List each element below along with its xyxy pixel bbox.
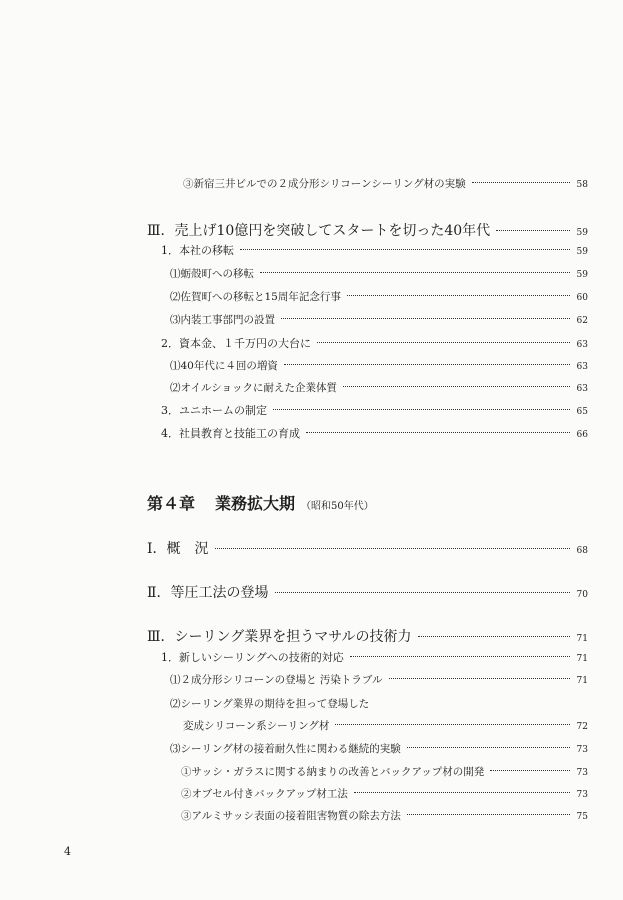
toc-entry <box>161 402 588 418</box>
dot-leader <box>350 656 570 657</box>
toc-entry-title: ⑵佐賀町への移転と15周年記念行事 <box>170 291 341 303</box>
toc-section-page: 68 <box>576 546 588 556</box>
toc-entry <box>170 312 588 327</box>
chapter-title: 業務拡大期 <box>215 494 296 513</box>
toc-section-page: 59 <box>576 228 588 238</box>
toc-entry-page: 59 <box>576 270 588 280</box>
toc-entry-page: 65 <box>576 407 588 417</box>
toc-entry-title: 1．本社の移転 <box>161 244 234 257</box>
toc-entry <box>170 358 588 373</box>
toc-section <box>147 538 588 558</box>
dot-leader <box>496 230 570 231</box>
toc-entry <box>183 718 588 733</box>
toc-section <box>147 626 588 646</box>
toc-section-title: Ⅰ．概 況 <box>147 541 209 557</box>
dot-leader <box>275 592 570 593</box>
toc-entry-title: 変成シリコーン系シーリング材 <box>183 720 330 732</box>
dot-leader <box>343 386 570 387</box>
toc-entry <box>181 808 588 823</box>
dot-leader <box>490 770 570 771</box>
toc-entry <box>170 289 588 304</box>
dot-leader <box>240 249 570 250</box>
toc-entry-title-line1: ⑵シーリング業界の期待を担って登場した <box>170 698 370 710</box>
dot-leader <box>306 432 570 433</box>
toc-entry-title: 2．資本金、１千万円の大台に <box>161 337 311 350</box>
toc-entry-page: 73 <box>576 790 588 800</box>
dot-leader <box>284 364 570 365</box>
toc-entry <box>161 242 588 258</box>
toc-section-title: Ⅲ．シーリング業界を担うマサルの技術力 <box>147 629 412 645</box>
toc-section-title: Ⅱ．等圧工法の登場 <box>147 585 269 601</box>
toc-section <box>147 582 588 602</box>
toc-entry <box>170 266 588 281</box>
toc-entry-page: 58 <box>576 180 588 190</box>
dot-leader <box>317 342 570 343</box>
toc-entry <box>183 176 588 191</box>
toc-entry-title: 4．社員教育と技能工の育成 <box>161 427 300 440</box>
toc-entry-title: 3．ユニホームの制定 <box>161 404 267 417</box>
toc-section-page: 71 <box>576 634 588 644</box>
toc-entry-title: ②オブセル付きバックアップ材工法 <box>181 788 348 800</box>
dot-leader <box>407 814 570 815</box>
toc-entry-page: 73 <box>576 768 588 778</box>
toc-entry-page: 63 <box>576 362 588 372</box>
toc-entry-title: 1．新しいシーリングへの技術的対応 <box>161 651 344 664</box>
toc-entry-title: ⑴２成分形シリコーンの登場と 汚染トラブル <box>170 674 383 686</box>
toc-entry-page: 75 <box>576 812 588 822</box>
toc-entry <box>161 425 588 441</box>
toc-entry-page: 73 <box>576 745 588 755</box>
dot-leader <box>354 792 570 793</box>
toc-entry-page: 60 <box>576 293 588 303</box>
toc-entry-title: ③新宿三井ビルでの２成分形シリコーンシーリング材の実験 <box>183 178 466 190</box>
chapter-heading <box>147 491 374 514</box>
toc-section <box>147 220 588 240</box>
toc-entry <box>170 380 588 395</box>
chapter-subtitle: （昭和50年代） <box>301 501 374 512</box>
toc-entry-title: ③アルミサッシ表面の接着阻害物質の除去方法 <box>181 810 401 822</box>
toc-entry <box>161 335 588 351</box>
toc-entry-title: ①サッシ・ガラスに関する納まりの改善とバックアップ材の開発 <box>181 766 485 778</box>
toc-section-title: Ⅲ．売上げ10億円を突破してスタートを切った40年代 <box>147 223 491 239</box>
dot-leader <box>389 678 571 679</box>
dot-leader <box>347 295 570 296</box>
toc-entry-title: ⑵オイルショックに耐えた企業体質 <box>170 382 338 394</box>
toc-entry-page: 62 <box>576 316 588 326</box>
toc-entry-page: 72 <box>576 722 588 732</box>
toc-entry <box>170 741 588 756</box>
toc-entry-page: 71 <box>576 654 588 664</box>
toc-entry-page: 66 <box>576 430 588 440</box>
toc-entry-title: ⑴蛎殻町への移転 <box>170 268 254 280</box>
dot-leader <box>418 636 570 637</box>
toc-entry-title: ⑴40年代に４回の増資 <box>170 360 278 372</box>
dot-leader <box>273 409 570 410</box>
toc-entry-page: 59 <box>576 247 588 257</box>
toc-entry-page: 63 <box>576 340 588 350</box>
dot-leader <box>335 724 570 725</box>
dot-leader <box>260 272 570 273</box>
toc-entry <box>181 786 588 801</box>
dot-leader <box>407 747 570 748</box>
toc-entry-title: ⑶シーリング材の接着耐久性に関わる継続的実験 <box>170 743 401 755</box>
page-number: 4 <box>64 845 71 858</box>
dot-leader <box>472 182 570 183</box>
toc-entry <box>170 672 588 687</box>
dot-leader <box>215 548 570 549</box>
toc-entry <box>161 649 588 665</box>
toc-section-page: 70 <box>576 590 588 600</box>
dot-leader <box>281 318 570 319</box>
toc-entry <box>181 764 588 779</box>
toc-entry-page: 71 <box>576 676 588 686</box>
toc-entry-title: ⑶内装工事部門の設置 <box>170 314 275 326</box>
chapter-number: 第４章 <box>147 494 196 513</box>
toc-entry-page: 63 <box>576 384 588 394</box>
